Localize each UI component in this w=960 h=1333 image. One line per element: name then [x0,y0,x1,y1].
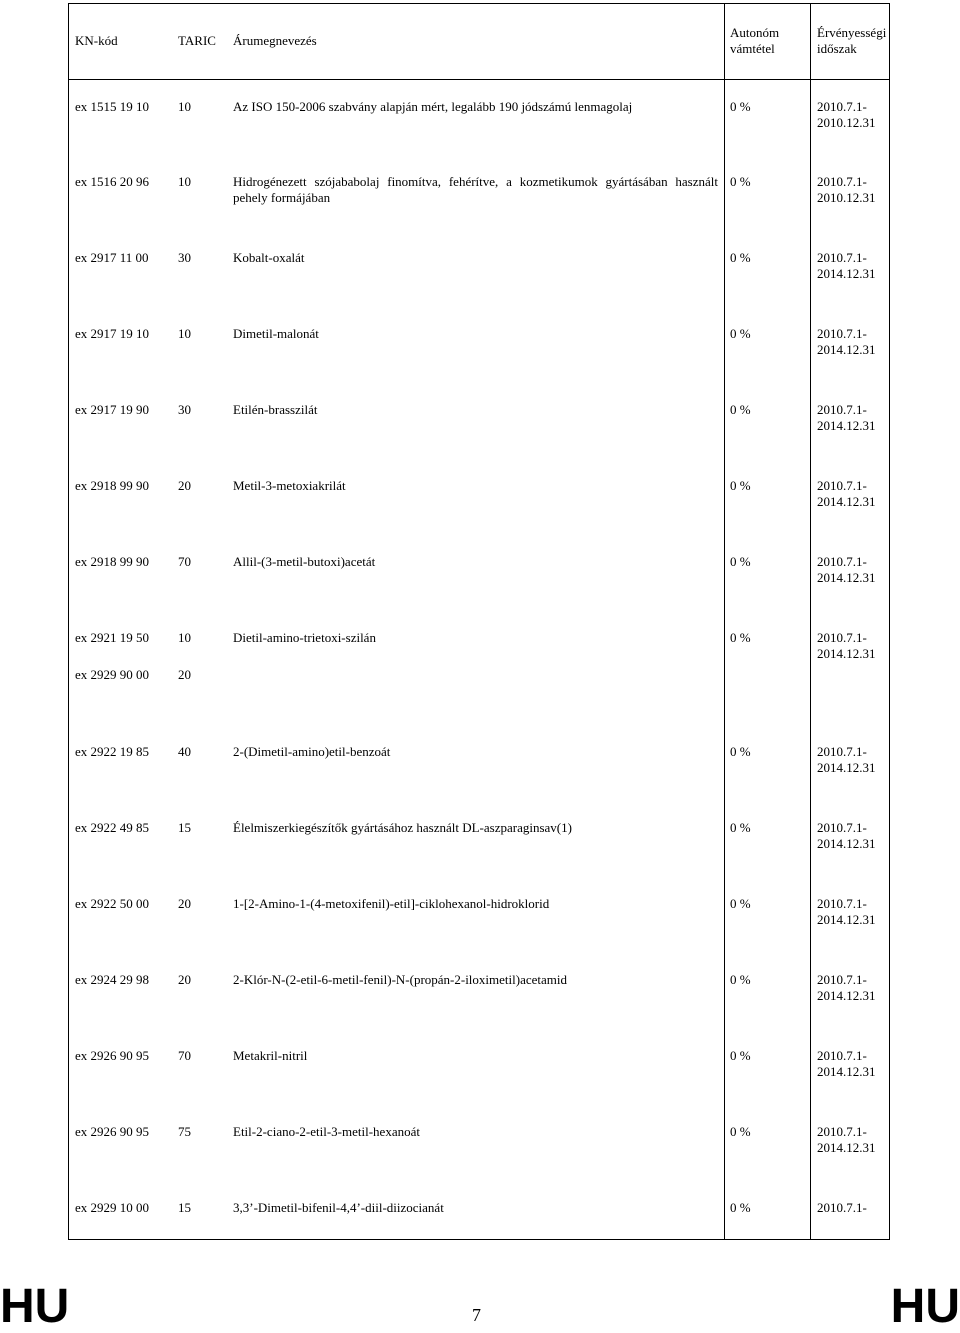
cell-duty-rate: 0 % [725,725,811,801]
page-number: 7 [472,1305,481,1325]
cell-taric: 70 [178,1048,191,1063]
cell-description: Dietil-amino-trietoxi-szilán [233,630,376,645]
cell-validity [811,1181,890,1239]
cell-duty-rate: 0 % [725,1181,811,1239]
table-row [69,79,889,155]
cell-description: Metil-3-metoxiakrilát [233,478,346,493]
taric-primary: 10 [178,630,191,645]
cell-duty-rate: 0 % [725,79,811,155]
cell-validity [811,725,890,801]
cell-kn-code: ex 2918 99 90 [75,478,150,493]
cell-kn-code: ex 2924 29 98 [75,972,150,987]
validity-to: 2014.12.31 [817,1064,876,1079]
cell-duty-rate: 0 % [725,383,811,459]
cell-description: Dimetil-malonát [233,326,319,341]
cell-duty-rate: 0 % [725,1105,811,1181]
cell-description: Etilén-brasszilát [233,402,318,417]
validity-from: 2010.7.1- [817,820,867,835]
validity-from: 2010.7.1- [817,326,867,341]
validity-to: 2014.12.31 [817,494,876,509]
validity-from: 2010.7.1- [817,478,867,493]
header-kn-code: KN-kód [69,4,178,79]
table-row [69,231,889,307]
cell-validity [811,877,890,953]
cell-validity [811,1029,890,1105]
table-row [69,307,889,383]
validity-from: 2010.7.1- [817,250,867,265]
cell-duty-rate: 0 % [725,953,811,1029]
cell-validity [811,79,890,155]
cell-description: Etil-2-ciano-2-etil-3-metil-hexanoát [233,1124,420,1139]
cell-kn-code: ex 2917 19 90 [75,402,150,417]
validity-to: 2014.12.31 [817,266,876,281]
table-row [69,155,889,231]
table-row [69,1181,889,1239]
cell-kn-code: ex 2922 49 85 [75,820,150,835]
validity-from: 2010.7.1- [817,896,867,911]
cell-taric [178,611,233,725]
cell-validity [811,383,890,459]
validity-to: 2010.12.31 [817,190,876,205]
cell-duty-rate: 0 % [725,155,811,231]
validity-to: 2014.12.31 [817,646,876,661]
cell-description: 2-Klór-N-(2-etil-6-metil-fenil)-N-(propán-2-iloximetil)acetamid [233,972,567,987]
cell-validity [811,155,890,231]
cell-kn-code: ex 2926 90 95 [75,1048,150,1063]
cell-taric: 30 [178,402,191,417]
cell-duty-rate: 0 % [725,307,811,383]
table-row [69,459,889,535]
cell-description: Metakril-nitril [233,1048,308,1063]
validity-from: 2010.7.1- [817,98,867,114]
cell-taric: 40 [178,744,191,759]
cell-validity [811,535,890,611]
validity-from: 2010.7.1- [817,174,867,189]
validity-to: 2014.12.31 [817,1140,876,1155]
cell-kn-code: ex 2929 10 00 [75,1200,150,1215]
cell-kn-code: ex 2917 11 00 [75,250,149,265]
cell-taric: 10 [178,98,191,114]
cell-validity [811,801,890,877]
cell-taric: 20 [178,896,191,911]
validity-to: 2014.12.31 [817,570,876,585]
table-row [69,535,889,611]
cell-kn-code: ex 2922 19 85 [75,744,150,759]
cell-taric: 10 [178,326,191,341]
cell-kn-code: ex 2917 19 10 [75,326,150,341]
validity-from: 2010.7.1- [817,630,867,645]
validity-to: 2010.12.31 [817,114,876,130]
cell-kn-code: ex 2926 90 95 [75,1124,150,1139]
table-row [69,383,889,459]
validity-from: 2010.7.1- [817,744,867,759]
cell-taric: 70 [178,554,191,569]
cell-kn-code: ex 2922 50 00 [75,896,150,911]
table-row [69,801,889,877]
cell-kn-code: ex 1516 20 96 [75,174,150,189]
cell-description: Allil-(3-metil-butoxi)acetát [233,554,376,569]
cell-description: Hidrogénezett szójababolaj finomítva, fehérítve, a kozmetikumok gyártásában használt pehely formájában [233,174,718,205]
cell-duty-rate: 0 % [725,231,811,307]
header-taric: TARIC [178,4,233,79]
header-validity-line2: időszak [817,41,857,57]
cell-description: Az ISO 150-2006 szabvány alapján mért, legalább 190 jódszámú lenmagolaj [233,98,633,114]
kn-code-primary: ex 2921 19 50 [75,630,150,645]
cell-validity [811,953,890,1029]
cell-duty-rate: 0 % [725,801,811,877]
validity-to: 2014.12.31 [817,836,876,851]
validity-to: 2014.12.31 [817,912,876,927]
validity-from: 2010.7.1- [817,1200,867,1215]
cell-taric: 75 [178,1124,191,1139]
cell-taric: 15 [178,1200,191,1215]
validity-from: 2010.7.1- [817,972,867,987]
tariff-table [69,4,889,1239]
cell-description: 2-(Dimetil-amino)etil-benzoát [233,744,391,759]
cell-duty-rate: 0 % [725,459,811,535]
header-duty-rate-line1: Autonóm [730,25,780,41]
cell-description: 1-[2-Amino-1-(4-metoxifenil)-etil]-ciklohexanol-hidroklorid [233,896,550,911]
language-code-right: HU [890,1280,960,1333]
header-validity [811,4,890,79]
cell-validity [811,459,890,535]
header-duty-rate-line2: vámtétel [730,41,775,57]
kn-code-secondary: ex 2929 90 00 [75,667,150,682]
cell-description: Kobalt-oxalát [233,250,305,265]
cell-validity [811,1105,890,1181]
cell-duty-rate: 0 % [725,535,811,611]
table-header-row [69,4,889,79]
cell-validity [811,231,890,307]
header-description: Árumegnevezés [233,4,725,79]
table-row [69,725,889,801]
validity-to: 2014.12.31 [817,342,876,357]
table-row [69,877,889,953]
cell-duty-rate: 0 % [725,1029,811,1105]
cell-description: Élelmiszerkiegészítők gyártásához használt DL-aszparaginsav(1) [233,820,572,835]
cell-validity [811,611,890,725]
validity-to: 2014.12.31 [817,988,876,1003]
table-row [69,953,889,1029]
table-row [69,611,889,725]
validity-to: 2014.12.31 [817,418,876,433]
cell-duty-rate: 0 % [725,877,811,953]
table-row [69,1029,889,1105]
validity-from: 2010.7.1- [817,402,867,417]
cell-kn-code: ex 1515 19 10 [75,98,150,114]
cell-taric: 30 [178,250,191,265]
cell-taric: 20 [178,478,191,493]
taric-secondary: 20 [178,667,191,682]
table-row [69,1105,889,1181]
cell-taric: 20 [178,972,191,987]
cell-validity [811,307,890,383]
validity-to: 2014.12.31 [817,760,876,775]
cell-kn-code: ex 2918 99 90 [75,554,150,569]
cell-description: 3,3’-Dimetil-bifenil-4,4’-diil-diizocianát [233,1200,444,1215]
cell-kn-code [69,611,178,725]
tariff-table-frame [68,3,890,1240]
validity-from: 2010.7.1- [817,554,867,569]
language-code-left: HU [0,1280,70,1333]
cell-taric: 15 [178,820,191,835]
validity-from: 2010.7.1- [817,1124,867,1139]
header-validity-line1: Érvényességi [817,25,887,41]
cell-duty-rate: 0 % [725,611,811,725]
header-duty-rate [725,4,811,79]
validity-from: 2010.7.1- [817,1048,867,1063]
cell-taric: 10 [178,174,191,189]
